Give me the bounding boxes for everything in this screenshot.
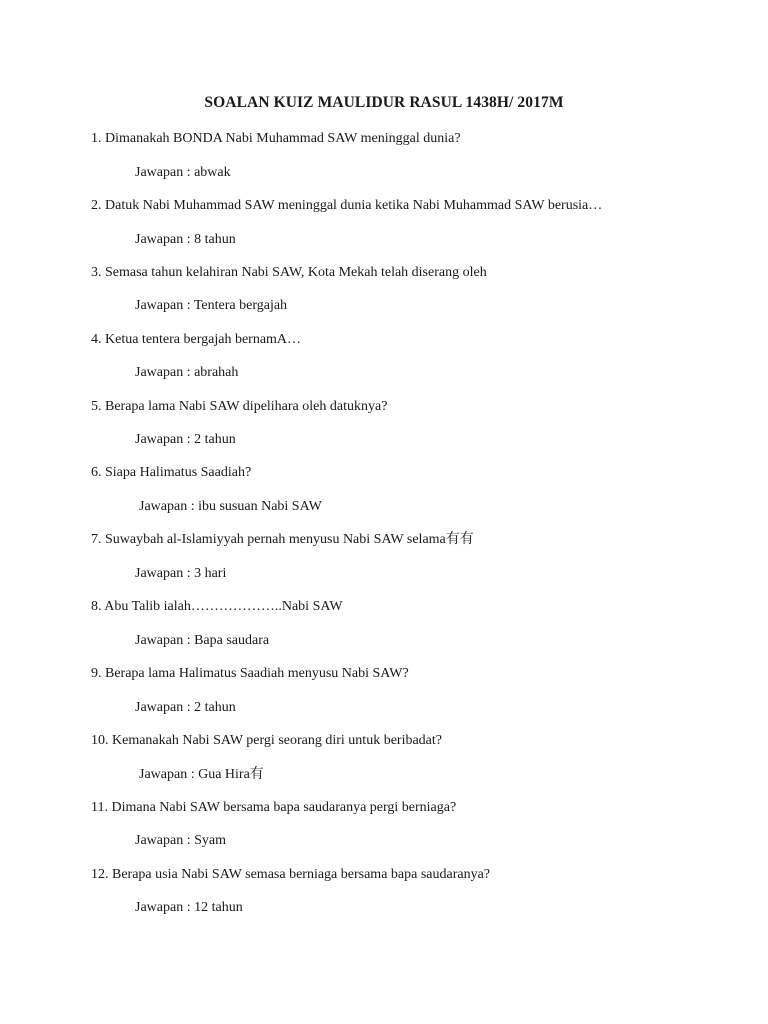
answer-7: Jawapan : 3 hari bbox=[135, 566, 227, 581]
question-3: 3. Semasa tahun kelahiran Nabi SAW, Kota Mekah telah diserang oleh bbox=[91, 265, 487, 280]
question-1: 1. Dimanakah BONDA Nabi Muhammad SAW meninggal dunia? bbox=[91, 131, 461, 146]
answer-11: Jawapan : Syam bbox=[135, 833, 226, 848]
question-10: 10. Kemanakah Nabi SAW pergi seorang diri untuk beribadat? bbox=[91, 733, 442, 748]
answer-2: Jawapan : 8 tahun bbox=[135, 232, 236, 247]
answer-6: Jawapan : ibu susuan Nabi SAW bbox=[139, 499, 322, 514]
answer-4: Jawapan : abrahah bbox=[135, 365, 239, 380]
question-11: 11. Dimana Nabi SAW bersama bapa saudaranya pergi berniaga? bbox=[91, 800, 457, 815]
question-7: 7. Suwaybah al-Islamiyyah pernah menyusu Nabi SAW selama有有 bbox=[91, 532, 474, 547]
question-4: 4. Ketua tentera bergajah bernamA… bbox=[91, 332, 302, 347]
answer-5: Jawapan : 2 tahun bbox=[135, 432, 236, 447]
question-9: 9. Berapa lama Halimatus Saadiah menyusu Nabi SAW? bbox=[91, 666, 409, 681]
answer-12: Jawapan : 12 tahun bbox=[135, 900, 243, 915]
question-2: 2. Datuk Nabi Muhammad SAW meninggal dunia ketika Nabi Muhammad SAW berusia… bbox=[91, 198, 603, 213]
question-12: 12. Berapa usia Nabi SAW semasa berniaga bersama bapa saudaranya? bbox=[91, 867, 491, 882]
answer-8: Jawapan : Bapa saudara bbox=[135, 633, 270, 648]
question-5: 5. Berapa lama Nabi SAW dipelihara oleh datuknya? bbox=[91, 399, 388, 414]
answer-10: Jawapan : Gua Hira有 bbox=[139, 767, 264, 782]
answer-9: Jawapan : 2 tahun bbox=[135, 700, 236, 715]
question-8: 8. Abu Talib ialah………………..Nabi SAW bbox=[91, 599, 343, 614]
answer-1: Jawapan : abwak bbox=[135, 165, 231, 180]
answer-3: Jawapan : Tentera bergajah bbox=[135, 298, 288, 313]
page-title: SOALAN KUIZ MAULIDUR RASUL 1438H/ 2017M bbox=[204, 94, 564, 111]
question-6: 6. Siapa Halimatus Saadiah? bbox=[91, 465, 252, 480]
